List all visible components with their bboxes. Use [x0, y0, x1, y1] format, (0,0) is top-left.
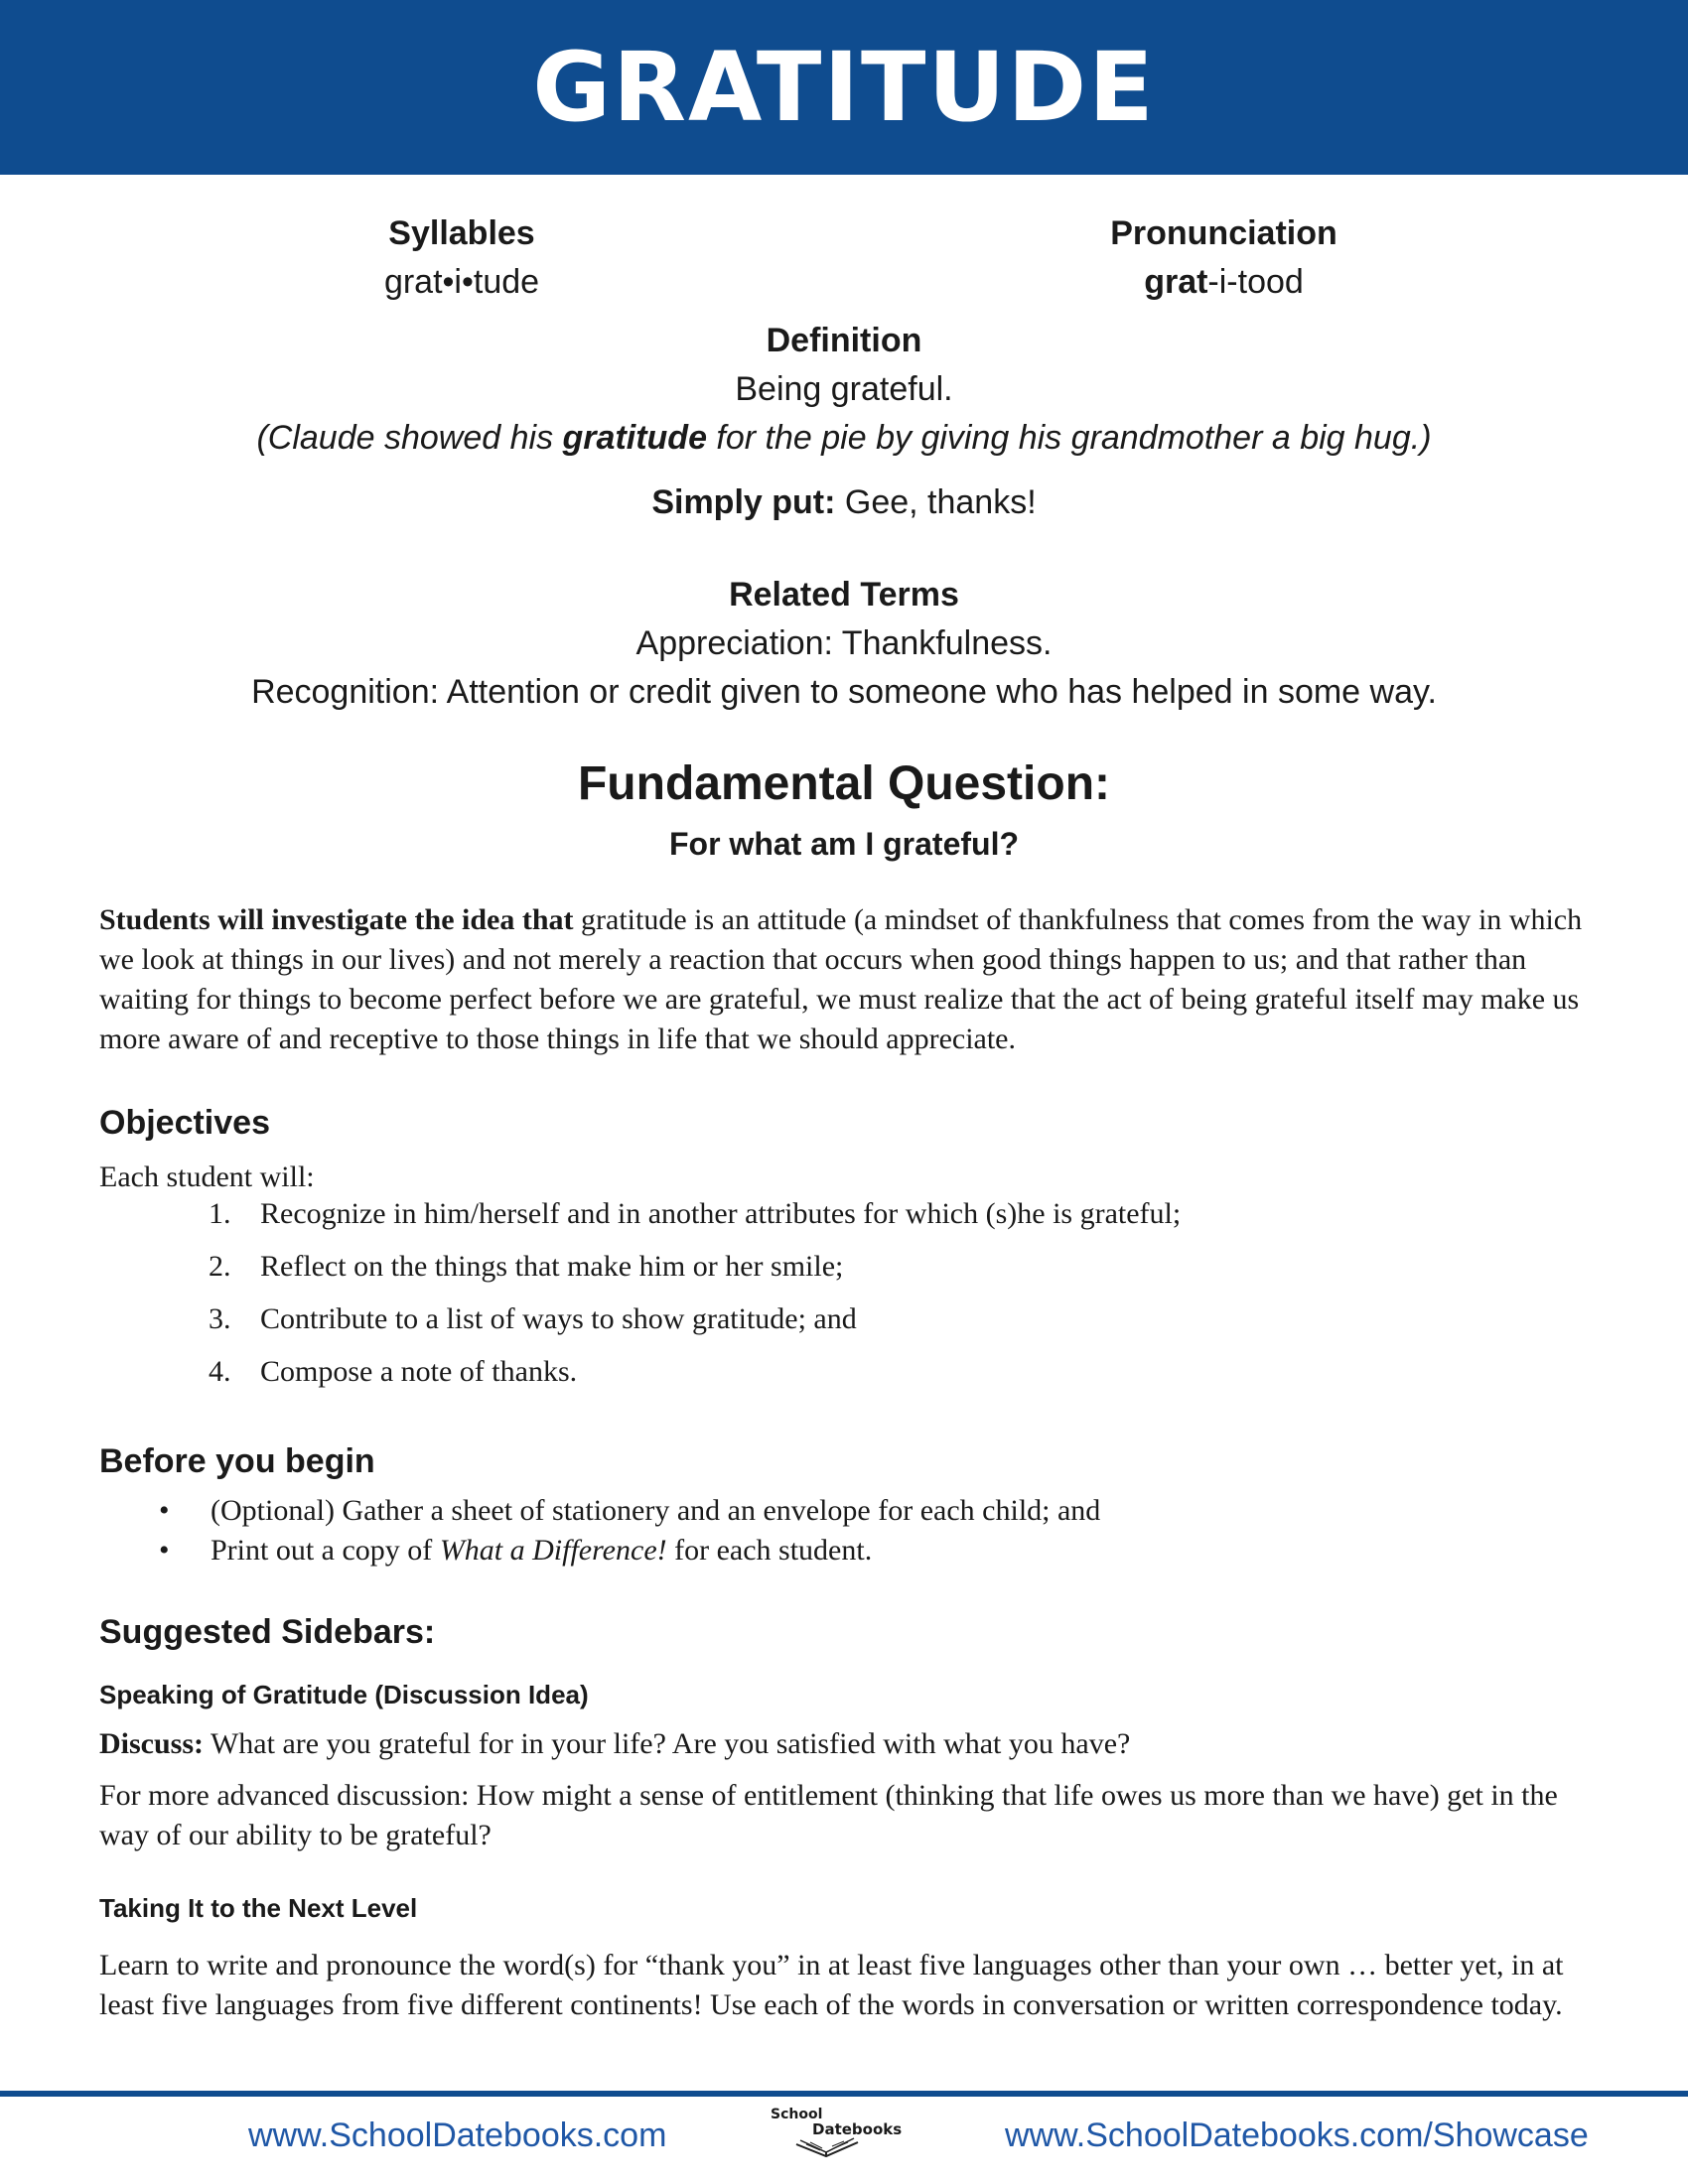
- syllables-value: grat•i•tude: [383, 263, 540, 301]
- item-text-after: for each student.: [666, 1534, 873, 1567]
- logo-text-line1: School: [771, 2107, 823, 2122]
- intro-text: gratitude is an attitude (a mindset of thankfulness that comes from the way in which we look at things in our lives) and not merely a reaction that occurs when good things happen to us; and that rather than waiting for things to become perfect before we are grateful, we must realize that the act of being grateful itself may make us more aware of and receptive to those things in life that we should appreciate.: [99, 903, 1583, 1055]
- definition-example: [0, 419, 1688, 458]
- list-item: [209, 1250, 1181, 1302]
- before-you-begin-heading: Before you begin: [99, 1442, 375, 1480]
- objectives-heading: Objectives: [99, 1104, 270, 1142]
- simply-put-label: Simply put:: [651, 483, 836, 521]
- pronunciation-heading: Pronunciation: [1110, 214, 1337, 252]
- item-number: 4.: [209, 1355, 231, 1388]
- list-item: [159, 1494, 1100, 1534]
- item-number: 3.: [209, 1302, 231, 1335]
- list-item: [159, 1534, 1100, 1573]
- discuss-label: Discuss:: [99, 1727, 205, 1760]
- next-level-paragraph: Learn to write and pronounce the word(s) for “thank you” in at least five languages other than your own … better yet, in at least five languages from five different continents! Use each of the words in conversation or written correspondence today.: [99, 1949, 1564, 2021]
- footer-divider: [0, 2091, 1688, 2097]
- title-banner: [0, 0, 1688, 175]
- pronunciation-rest: -i-tood: [1207, 263, 1304, 301]
- related-term: Appreciation: Thankfulness.: [635, 624, 1053, 662]
- example-after: for the pie by giving his grandmother a big hug.): [706, 419, 1432, 457]
- syllables-heading: Syllables: [388, 214, 535, 252]
- list-item: [209, 1355, 1181, 1408]
- intro-lead: Students will investigate the idea that: [99, 903, 574, 936]
- related-terms-heading: Related Terms: [729, 576, 959, 614]
- item-number: 2.: [209, 1250, 231, 1283]
- bullet: •: [159, 1534, 170, 1567]
- item-text: Reflect on the things that make him or her smile;: [260, 1250, 844, 1283]
- footer-link-home[interactable]: www.SchoolDatebooks.com: [248, 2116, 667, 2154]
- syllables-block: [333, 214, 591, 302]
- item-text: Compose a note of thanks.: [260, 1355, 578, 1388]
- objectives-list: [209, 1197, 1181, 1408]
- definition-block: [0, 322, 1688, 458]
- bullet: •: [159, 1494, 170, 1527]
- book-icon: [794, 2134, 860, 2162]
- logo-text-line2: Datebooks: [812, 2120, 903, 2138]
- definition-text: Being grateful.: [735, 370, 953, 408]
- pronunciation-value: [1072, 263, 1375, 302]
- footer-link-showcase[interactable]: www.SchoolDatebooks.com/Showcase: [1005, 2116, 1589, 2154]
- fundamental-question: For what am I grateful?: [668, 826, 1020, 862]
- discuss-text: What are you grateful for in your life? Are you satisfied with what you have?: [204, 1727, 1131, 1760]
- simply-put-text: Gee, thanks!: [835, 483, 1037, 521]
- intro-paragraph: [99, 900, 1599, 1059]
- related-terms-block: [0, 576, 1688, 712]
- next-level-heading: Taking It to the Next Level: [99, 1893, 418, 1923]
- school-datebooks-logo: [765, 2107, 914, 2166]
- before-you-begin-list: [159, 1494, 1100, 1573]
- discuss-paragraph: [99, 1724, 1599, 1764]
- suggested-sidebars-heading: Suggested Sidebars:: [99, 1613, 436, 1651]
- related-term: Recognition: Attention or credit given to someone who has helped in some way.: [251, 673, 1437, 711]
- item-text-before: Print out a copy of: [211, 1534, 440, 1567]
- item-number: 1.: [209, 1197, 231, 1230]
- example-before: (Claude showed his: [256, 419, 563, 457]
- item-text: Recognize in him/herself and in another attributes for which (s)he is grateful;: [260, 1197, 1182, 1230]
- definition-heading: Definition: [766, 322, 922, 359]
- item-title: What a Difference!: [439, 1534, 667, 1567]
- page-title: GRATITUDE: [532, 32, 1156, 143]
- item-text: Contribute to a list of ways to show gratitude; and: [260, 1302, 857, 1335]
- simply-put: [0, 483, 1688, 522]
- list-item: [209, 1197, 1181, 1250]
- item-text: (Optional) Gather a sheet of stationery and an envelope for each child; and: [211, 1494, 1101, 1527]
- item-text: [211, 1534, 872, 1573]
- example-bold: gratitude: [562, 419, 707, 457]
- pronunciation-block: [1072, 214, 1375, 302]
- objectives-intro: Each student will:: [99, 1160, 315, 1193]
- list-item: [209, 1302, 1181, 1355]
- pronunciation-stressed: grat: [1144, 263, 1208, 301]
- speaking-of-gratitude-heading: Speaking of Gratitude (Discussion Idea): [99, 1680, 589, 1709]
- advanced-discussion: For more advanced discussion: How might a sense of entitlement (thinking that life owes us more than we have) get in the way of our ability to be grateful?: [99, 1779, 1558, 1851]
- fundamental-question-heading: Fundamental Question:: [577, 757, 1110, 810]
